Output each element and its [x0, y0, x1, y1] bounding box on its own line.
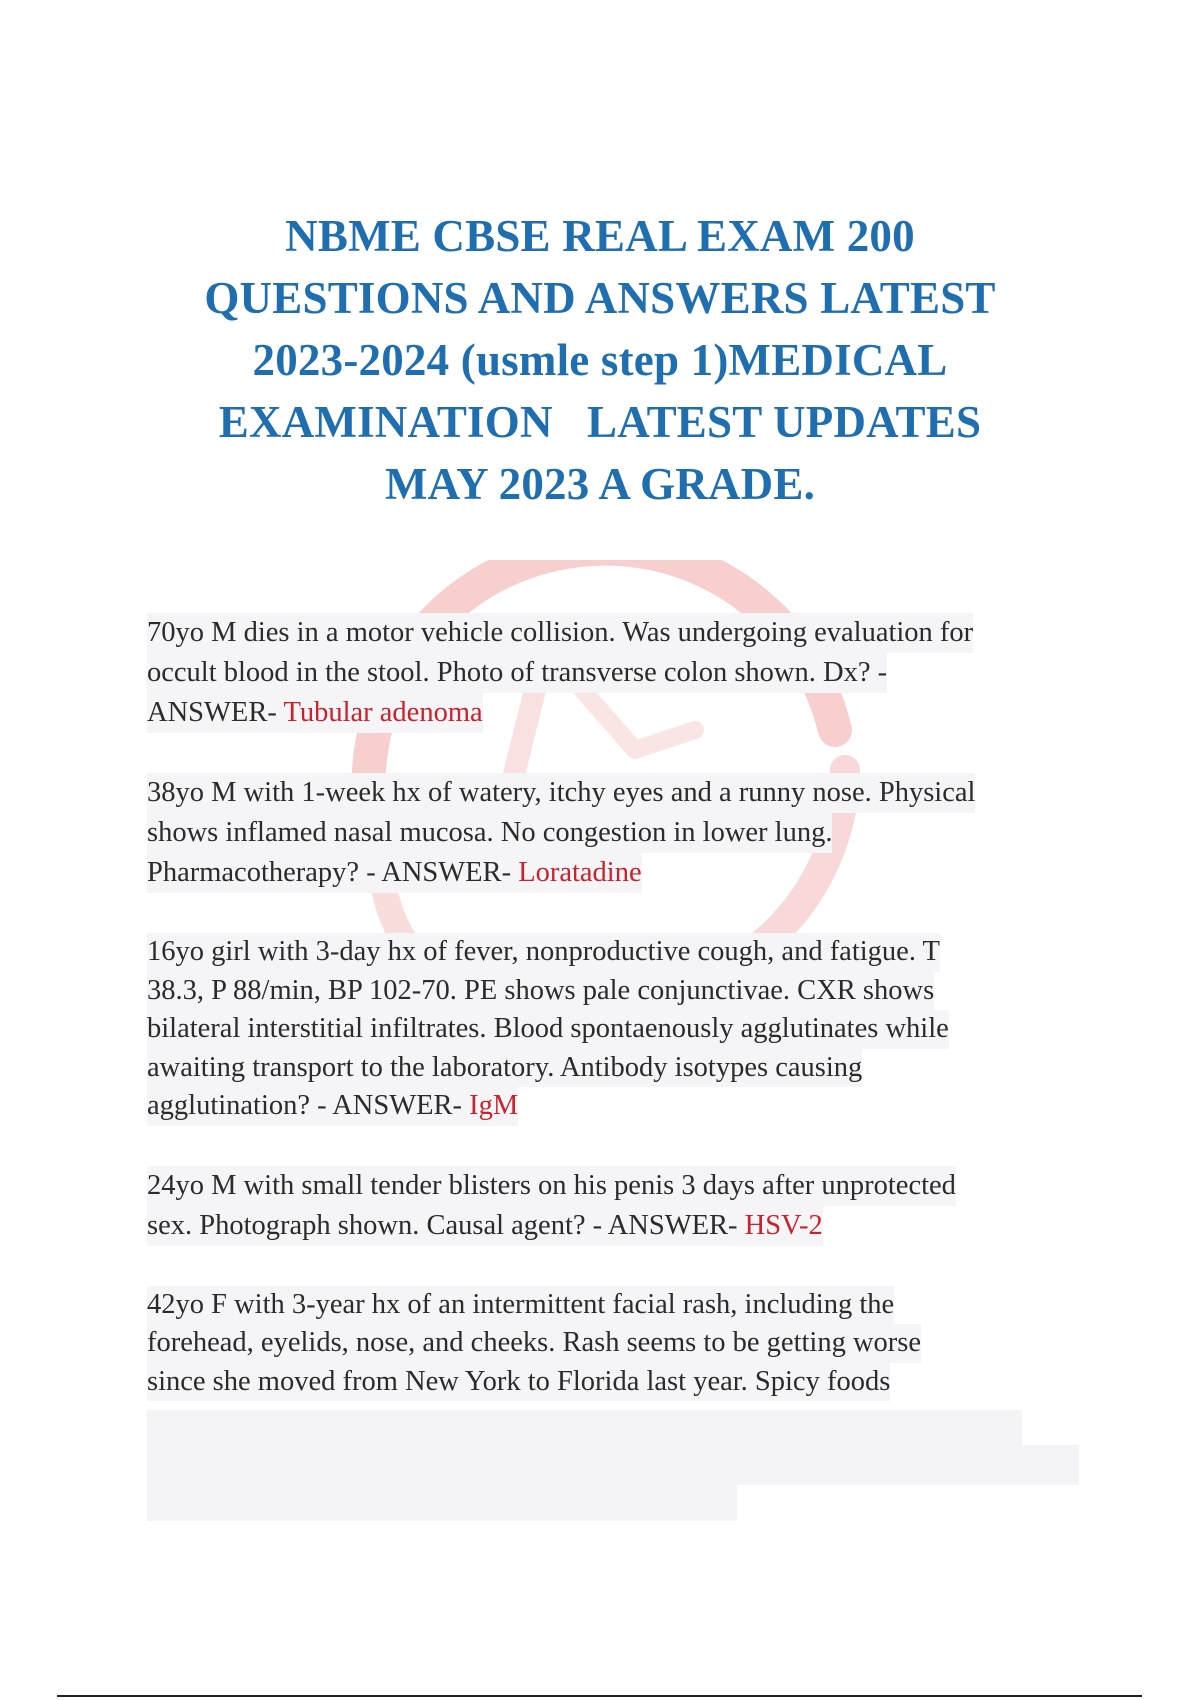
title-line: EXAMINATION LATEST UPDATES — [218, 397, 982, 447]
answer-text: HSV-2 — [744, 1209, 823, 1241]
redacted-text-block — [147, 1485, 737, 1521]
question-list — [147, 613, 1097, 1441]
question-line: since she moved from New York to Florida last year. Spicy foods — [147, 1363, 890, 1402]
answer-text: IgM — [469, 1090, 519, 1121]
question-line — [147, 1087, 518, 1126]
question-item — [147, 1286, 1097, 1402]
page-bottom-divider — [57, 1695, 1142, 1697]
question-line-text: Pharmacotherapy? - ANSWER- — [147, 857, 519, 888]
question-item — [147, 613, 1097, 733]
question-line — [147, 853, 642, 893]
question-line: bilateral interstitial infiltrates. Blood spontaenously agglutinates while — [147, 1010, 949, 1049]
question-line: 38yo M with 1-week hx of watery, itchy eyes and a runny nose. Physical — [147, 773, 975, 813]
question-line: 16yo girl with 3-day hx of fever, nonproductive cough, and fatigue. T — [147, 933, 940, 972]
redacted-text-block — [147, 1445, 1079, 1485]
answer-text: Loratadine — [518, 857, 642, 888]
question-line — [147, 693, 483, 733]
question-item — [147, 933, 1097, 1126]
question-line: occult blood in the stool. Photo of transverse colon shown. Dx? - — [147, 653, 887, 693]
question-item — [147, 1166, 1097, 1246]
question-line: 42yo F with 3-year hx of an intermittent facial rash, including the — [147, 1286, 894, 1325]
question-line — [147, 1206, 823, 1246]
question-line: 38.3, P 88/min, BP 102-70. PE shows pale conjunctivae. CXR shows — [147, 972, 934, 1011]
question-line: forehead, eyelids, nose, and cheeks. Rash seems to be getting worse — [147, 1324, 921, 1363]
question-line-text: agglutination? - ANSWER- — [147, 1090, 470, 1121]
document-title — [150, 205, 1050, 515]
question-item — [147, 773, 1097, 893]
answer-text: Tubular adenoma — [283, 697, 483, 728]
question-line-text: ANSWER- — [147, 697, 284, 728]
title-line: 2023-2024 (usmle step 1)MEDICAL — [252, 335, 948, 385]
question-line-text: sex. Photograph shown. Causal agent? - ANSWER- — [147, 1209, 745, 1241]
question-line: shows inflamed nasal mucosa. No congestion in lower lung. — [147, 813, 832, 853]
title-line: MAY 2023 A GRADE. — [384, 459, 816, 509]
title-line: QUESTIONS AND ANSWERS LATEST — [204, 273, 996, 323]
question-line: awaiting transport to the laboratory. Antibody isotypes causing — [147, 1049, 862, 1088]
title-line: NBME CBSE REAL EXAM 200 — [285, 211, 915, 261]
question-line: 24yo M with small tender blisters on his penis 3 days after unprotected — [147, 1166, 956, 1206]
question-line: 70yo M dies in a motor vehicle collision. Was undergoing evaluation for — [147, 613, 973, 653]
